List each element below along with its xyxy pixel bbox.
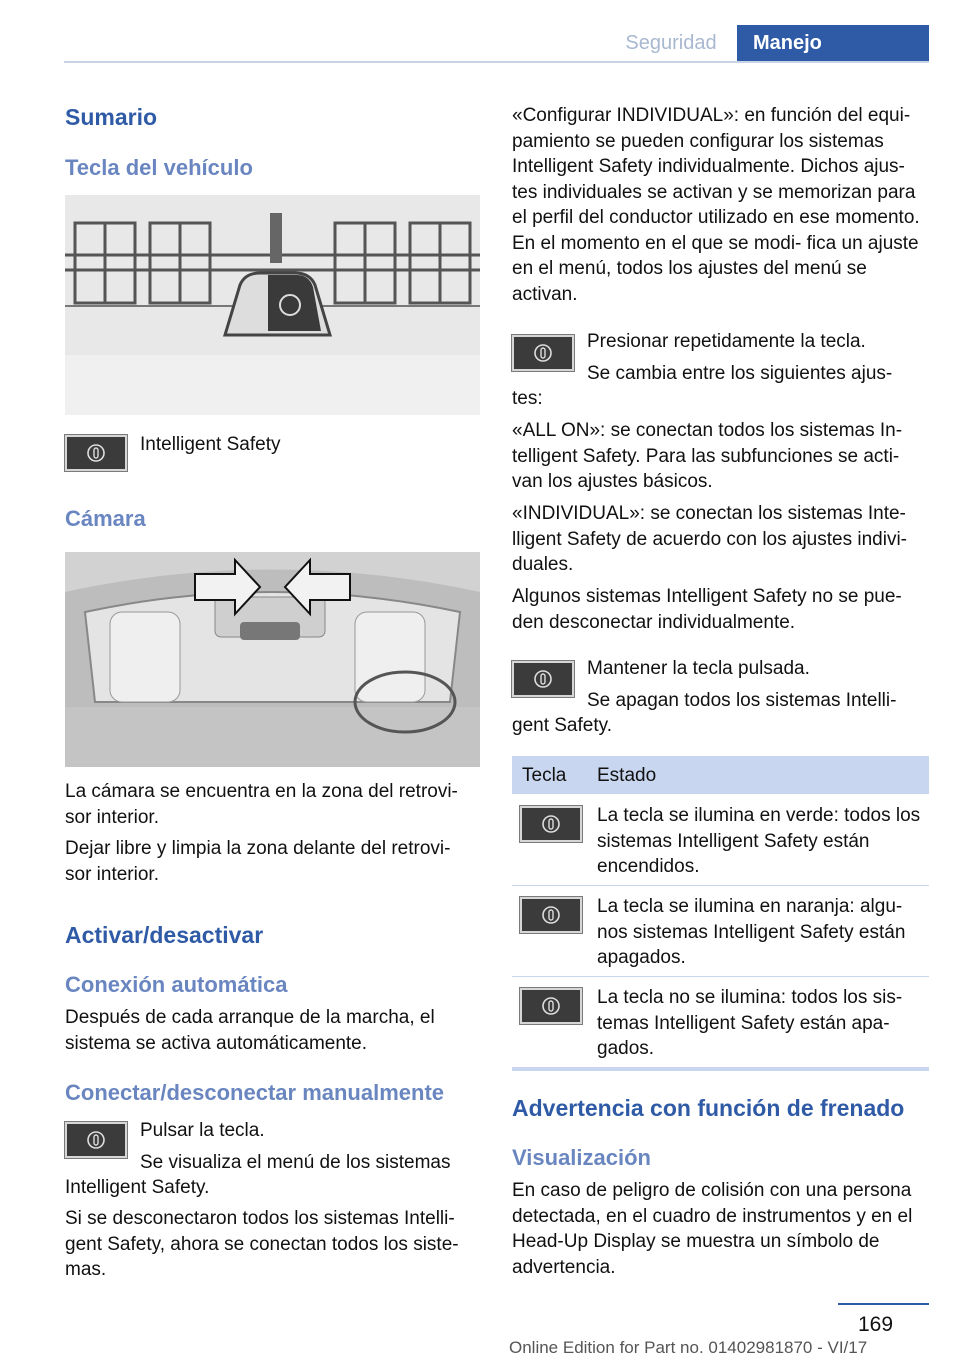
cambia-text-b: tes: xyxy=(512,388,543,409)
footer-rule xyxy=(838,1303,929,1305)
algunos-text: Algunos sistemas Intelligent Safety no se pue‐ den desconectar individualmente. xyxy=(512,586,902,633)
heading-camara: Cámara xyxy=(65,506,146,531)
table-row xyxy=(512,794,929,886)
footer-edition: Online Edition for Part no. 01402981870 - VI/17 xyxy=(509,1338,868,1357)
intelligent-safety-key-icon xyxy=(65,1122,127,1158)
cambia-text-a: Se cambia entre los siguientes ajus‐ xyxy=(587,363,893,384)
heading-activar: Activar/desactivar xyxy=(65,922,264,948)
intelligent-safety-key-icon xyxy=(512,661,574,697)
visualiza-text-a: Se visualiza el menú de los sistemas xyxy=(140,1152,451,1173)
si-text: Si se desconectaron todos los sistemas Intelli‐ gent Safety, ahora se conectan todos los siste‐ mas. xyxy=(65,1208,459,1280)
heading-conexion: Conexión automática xyxy=(65,972,288,997)
header-tab-seguridad[interactable]: Seguridad xyxy=(625,31,717,54)
camera-interior-photo xyxy=(65,552,480,767)
camara-text-1: La cámara se encuentra en la zona del retrovi‐ sor interior. xyxy=(65,781,458,828)
individual-text: «INDIVIDUAL»: se conectan los sistemas Inte‐ lligent Safety de acuerdo con los ajustes indivi‐ duales. xyxy=(512,503,908,575)
table-header xyxy=(512,756,929,794)
table-cell-estado: La tecla se ilumina en verde: todos los sistemas Intelligent Safety están encendidos. xyxy=(597,805,921,877)
table-cell-estado: La tecla se ilumina en naranja: algu‐ nos sistemas Intelligent Safety están apagados. xyxy=(597,896,906,968)
table-cell-estado: La tecla no se ilumina: todos los sis‐ temas Intelligent Safety están apa‐ gados. xyxy=(597,987,903,1059)
header-tab-manejo[interactable]: Manejo xyxy=(737,25,929,61)
heading-advertencia: Advertencia con función de frenado xyxy=(512,1095,905,1121)
key-off-icon xyxy=(520,988,582,1024)
allon-text: «ALL ON»: se conectan todos los sistemas In‐ telligent Safety. Para las subfunciones se acti‐ van los ajustes básicos. xyxy=(512,420,903,492)
heading-tecla-vehiculo: Tecla del vehículo xyxy=(65,155,253,180)
heading-visualizacion: Visualización xyxy=(512,1145,651,1170)
camara-text-2: Dejar libre y limpia la zona delante del retrovi‐ sor interior. xyxy=(65,838,451,885)
apagan-text-b: gent Safety. xyxy=(512,715,612,736)
pulsar-text: Pulsar la tecla. xyxy=(140,1120,265,1141)
apagan-text-a: Se apagan todos los sistemas Intelli‐ xyxy=(587,690,897,711)
intelligent-safety-key-icon xyxy=(65,435,127,471)
table-header-estado: Estado xyxy=(597,765,657,786)
key-caption: Intelligent Safety xyxy=(140,434,281,455)
intelligent-safety-key-icon xyxy=(512,335,574,371)
mantener-text: Mantener la tecla pulsada. xyxy=(587,658,810,679)
table-row xyxy=(512,885,929,977)
heading-conectar: Conectar/desconectar manualmente xyxy=(65,1080,445,1105)
dashboard-key-photo xyxy=(65,195,480,415)
visualiza-text-b: Intelligent Safety. xyxy=(65,1177,210,1198)
conexion-text: Después de cada arranque de la marcha, el sistema se activa automáticamente. xyxy=(65,1007,435,1054)
table-header-tecla: Tecla xyxy=(522,765,567,786)
key-green-icon xyxy=(520,806,582,842)
presionar-text: Presionar repetidamente la tecla. xyxy=(587,331,866,352)
header-rule xyxy=(64,61,929,63)
key-orange-icon xyxy=(520,897,582,933)
table-row xyxy=(512,976,929,1071)
configurar-text: «Configurar INDIVIDUAL»: en función del equi‐ pamiento se pueden configurar los sistemas Intelligent Safety individualmente. Dichos ajus‐ tes individuales se activan y se memorizan para el perfil del conductor utilizado en ese momento. En el momento en el que se modi‐ fica un ajuste en el menú, todos los ajustes del menú se activan. xyxy=(512,105,920,305)
visualizacion-text: En caso de peligro de colisión con una persona detectada, en el cuadro de instrumentos y en el Head-Up Display se muestra un símbolo de advertencia. xyxy=(512,1180,913,1278)
page-number: 169 xyxy=(858,1313,894,1336)
heading-sumario: Sumario xyxy=(65,104,158,130)
